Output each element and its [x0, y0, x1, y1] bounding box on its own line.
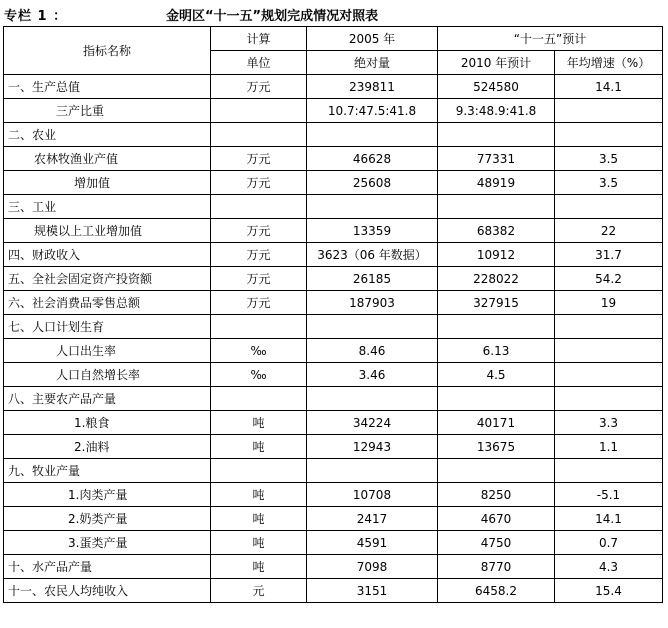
- table-row: [4, 291, 663, 315]
- table-row: [4, 147, 663, 171]
- row-growth: 4.3: [555, 555, 663, 579]
- row-2010: [438, 123, 555, 147]
- row-name: 2.油料: [4, 435, 211, 459]
- row-growth: [555, 195, 663, 219]
- section-row: [4, 459, 663, 483]
- row-2005: 3151: [307, 579, 438, 603]
- table-row: [4, 243, 663, 267]
- row-2005: 26185: [307, 267, 438, 291]
- row-2010: 4.5: [438, 363, 555, 387]
- row-unit: [211, 387, 307, 411]
- row-unit: 万元: [211, 219, 307, 243]
- row-growth: [555, 363, 663, 387]
- row-2005: [307, 123, 438, 147]
- row-2010: 524580: [438, 75, 555, 99]
- row-2010: 13675: [438, 435, 555, 459]
- row-unit: [211, 315, 307, 339]
- row-unit: 吨: [211, 507, 307, 531]
- row-name: 人口自然增长率: [4, 363, 211, 387]
- row-name: 3.蛋类产量: [4, 531, 211, 555]
- row-unit: 万元: [211, 75, 307, 99]
- header-absolute: 绝对量: [307, 51, 438, 75]
- row-growth: 3.5: [555, 147, 663, 171]
- row-unit: ‰: [211, 363, 307, 387]
- row-2010: [438, 195, 555, 219]
- row-2005: 34224: [307, 411, 438, 435]
- row-2005: 25608: [307, 171, 438, 195]
- row-growth: 3.5: [555, 171, 663, 195]
- row-2010: [438, 459, 555, 483]
- row-growth: 54.2: [555, 267, 663, 291]
- row-growth: 14.1: [555, 507, 663, 531]
- row-2010: 10912: [438, 243, 555, 267]
- row-2010: [438, 387, 555, 411]
- table-row: [4, 75, 663, 99]
- row-2010: 327915: [438, 291, 555, 315]
- row-2005: 10.7:47.5:41.8: [307, 99, 438, 123]
- row-name: 2.奶类产量: [4, 507, 211, 531]
- row-2010: 228022: [438, 267, 555, 291]
- row-2005: 12943: [307, 435, 438, 459]
- row-unit: 吨: [211, 483, 307, 507]
- row-growth: [555, 99, 663, 123]
- header-growth: 年均增速（%）: [555, 51, 663, 75]
- table-row: [4, 411, 663, 435]
- row-unit: 吨: [211, 555, 307, 579]
- row-name: 五、全社会固定资产投资额: [4, 267, 211, 291]
- row-2005: 13359: [307, 219, 438, 243]
- row-name: 八、主要农产品产量: [4, 387, 211, 411]
- row-2010: 40171: [438, 411, 555, 435]
- row-growth: 22: [555, 219, 663, 243]
- row-2005: 7098: [307, 555, 438, 579]
- row-2005: [307, 459, 438, 483]
- header-row-1: [4, 27, 663, 51]
- row-name: 十一、农民人均纯收入: [4, 579, 211, 603]
- row-unit: 吨: [211, 531, 307, 555]
- row-unit: [211, 195, 307, 219]
- row-growth: [555, 387, 663, 411]
- row-name: 四、财政收入: [4, 243, 211, 267]
- row-name: 农林牧渔业产值: [4, 147, 211, 171]
- row-unit: 万元: [211, 171, 307, 195]
- row-name: 1.粮食: [4, 411, 211, 435]
- row-name: 九、牧业产量: [4, 459, 211, 483]
- row-2005: [307, 315, 438, 339]
- row-2005: [307, 195, 438, 219]
- row-unit: 吨: [211, 411, 307, 435]
- row-growth: [555, 459, 663, 483]
- row-growth: [555, 123, 663, 147]
- table-row: [4, 171, 663, 195]
- row-unit: 万元: [211, 267, 307, 291]
- row-name: 1.肉类产量: [4, 483, 211, 507]
- row-name: 七、人口计划生育: [4, 315, 211, 339]
- row-2010: 8770: [438, 555, 555, 579]
- table-row: [4, 267, 663, 291]
- row-unit: [211, 99, 307, 123]
- row-2005: 2417: [307, 507, 438, 531]
- table-row: [4, 435, 663, 459]
- row-growth: [555, 315, 663, 339]
- row-unit: [211, 123, 307, 147]
- row-growth: -5.1: [555, 483, 663, 507]
- header-calc: 计算: [211, 27, 307, 51]
- row-growth: 3.3: [555, 411, 663, 435]
- row-growth: 1.1: [555, 435, 663, 459]
- header-2010: 2010 年预计: [438, 51, 555, 75]
- row-name: 人口出生率: [4, 339, 211, 363]
- row-2010: 4670: [438, 507, 555, 531]
- row-2005: 8.46: [307, 339, 438, 363]
- row-2010: [438, 315, 555, 339]
- row-name: 规模以上工业增加值: [4, 219, 211, 243]
- table-row: [4, 555, 663, 579]
- row-unit: 吨: [211, 435, 307, 459]
- row-2005: 10708: [307, 483, 438, 507]
- row-unit: 元: [211, 579, 307, 603]
- row-growth: 19: [555, 291, 663, 315]
- header-2005: 2005 年: [307, 27, 438, 51]
- row-2005: 3.46: [307, 363, 438, 387]
- row-unit: 万元: [211, 243, 307, 267]
- table-row: [4, 579, 663, 603]
- row-name: 增加值: [4, 171, 211, 195]
- row-2005: 3623（06 年数据）: [307, 243, 438, 267]
- section-row: [4, 195, 663, 219]
- table-row: [4, 531, 663, 555]
- comparison-table: [3, 26, 663, 603]
- table-row: [4, 339, 663, 363]
- row-2010: 77331: [438, 147, 555, 171]
- row-2010: 6458.2: [438, 579, 555, 603]
- table-row: [4, 219, 663, 243]
- row-unit: 万元: [211, 291, 307, 315]
- table-row: [4, 363, 663, 387]
- row-2010: 48919: [438, 171, 555, 195]
- row-growth: 14.1: [555, 75, 663, 99]
- row-2010: 8250: [438, 483, 555, 507]
- row-2010: 9.3:48.9:41.8: [438, 99, 555, 123]
- row-name: 二、农业: [4, 123, 211, 147]
- table-row: [4, 483, 663, 507]
- table-caption: [0, 0, 668, 26]
- row-name: 十、水产品产量: [4, 555, 211, 579]
- row-unit: ‰: [211, 339, 307, 363]
- header-unit: 单位: [211, 51, 307, 75]
- row-2005: 4591: [307, 531, 438, 555]
- row-2005: [307, 387, 438, 411]
- section-row: [4, 123, 663, 147]
- column-label: 专栏 1 ：: [4, 9, 68, 24]
- row-name: 三、工业: [4, 195, 211, 219]
- row-2005: 187903: [307, 291, 438, 315]
- table-row: [4, 99, 663, 123]
- row-2010: 6.13: [438, 339, 555, 363]
- row-2005: 239811: [307, 75, 438, 99]
- row-2010: 68382: [438, 219, 555, 243]
- table-title: 金明区“十一五”规划完成情况对照表: [166, 9, 379, 24]
- row-2010: 4750: [438, 531, 555, 555]
- header-indicator: 指标名称: [4, 27, 211, 75]
- table-row: [4, 507, 663, 531]
- row-unit: 万元: [211, 147, 307, 171]
- row-growth: 0.7: [555, 531, 663, 555]
- row-unit: [211, 459, 307, 483]
- row-growth: 31.7: [555, 243, 663, 267]
- section-row: [4, 387, 663, 411]
- header-plan: “十一五”预计: [438, 27, 663, 51]
- row-name: 一、生产总值: [4, 75, 211, 99]
- row-growth: [555, 339, 663, 363]
- row-2005: 46628: [307, 147, 438, 171]
- section-row: [4, 315, 663, 339]
- row-growth: 15.4: [555, 579, 663, 603]
- row-name: 六、社会消费品零售总额: [4, 291, 211, 315]
- row-name: 三产比重: [4, 99, 211, 123]
